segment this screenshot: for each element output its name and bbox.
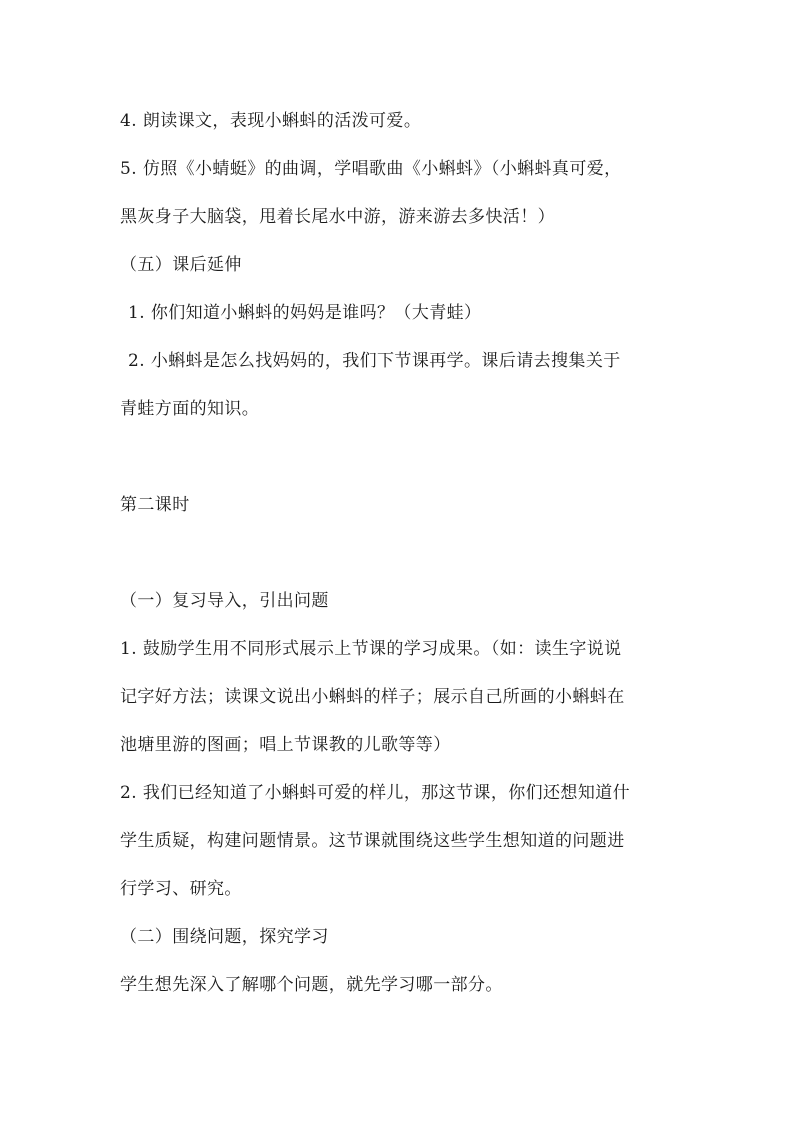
section-heading: （二）围绕问题，探究学习 xyxy=(120,927,329,947)
text-line: 学生质疑，构建问题情景。这节课就围绕这些学生想知道的问题进 xyxy=(120,831,625,851)
section-heading: （一）复习导入，引出问题 xyxy=(120,591,329,611)
text-line: 1. 鼓励学生用不同形式展示上节课的学习成果。（如：读生字说说 xyxy=(120,639,622,659)
text-line: 学生想先深入了解哪个问题，就先学习哪一部分。 xyxy=(120,975,503,995)
text-line: 2. 小蝌蚪是怎么找妈妈的，我们下节课再学。课后请去搜集关于 xyxy=(128,351,621,371)
text-line: 黑灰身子大脑袋，甩着长尾水中游，游来游去多快活！） xyxy=(120,207,555,227)
lesson-heading: 第二课时 xyxy=(120,495,190,515)
text-line: 行学习、研究。 xyxy=(120,879,242,899)
text-line: 5. 仿照《小蜻蜓》的曲调，学唱歌曲《小蝌蚪》（小蝌蚪真可爱， xyxy=(120,159,622,179)
text-line: 1. 你们知道小蝌蚪的妈妈是谁吗？（大青蛙） xyxy=(128,303,482,323)
text-line: 记字好方法；读课文说出小蝌蚪的样子；展示自己所画的小蝌蚪在 xyxy=(120,687,625,707)
text-line: 2. 我们已经知道了小蝌蚪可爱的样儿，那这节课，你们还想知道什 xyxy=(120,783,631,803)
text-line: 池塘里游的图画；唱上节课教的儿歌等等） xyxy=(120,735,451,755)
section-heading: （五）课后延伸 xyxy=(120,255,242,275)
text-line: 青蛙方面的知识。 xyxy=(120,399,260,419)
text-line: 4. 朗读课文，表现小蝌蚪的活泼可爱。 xyxy=(120,111,422,131)
